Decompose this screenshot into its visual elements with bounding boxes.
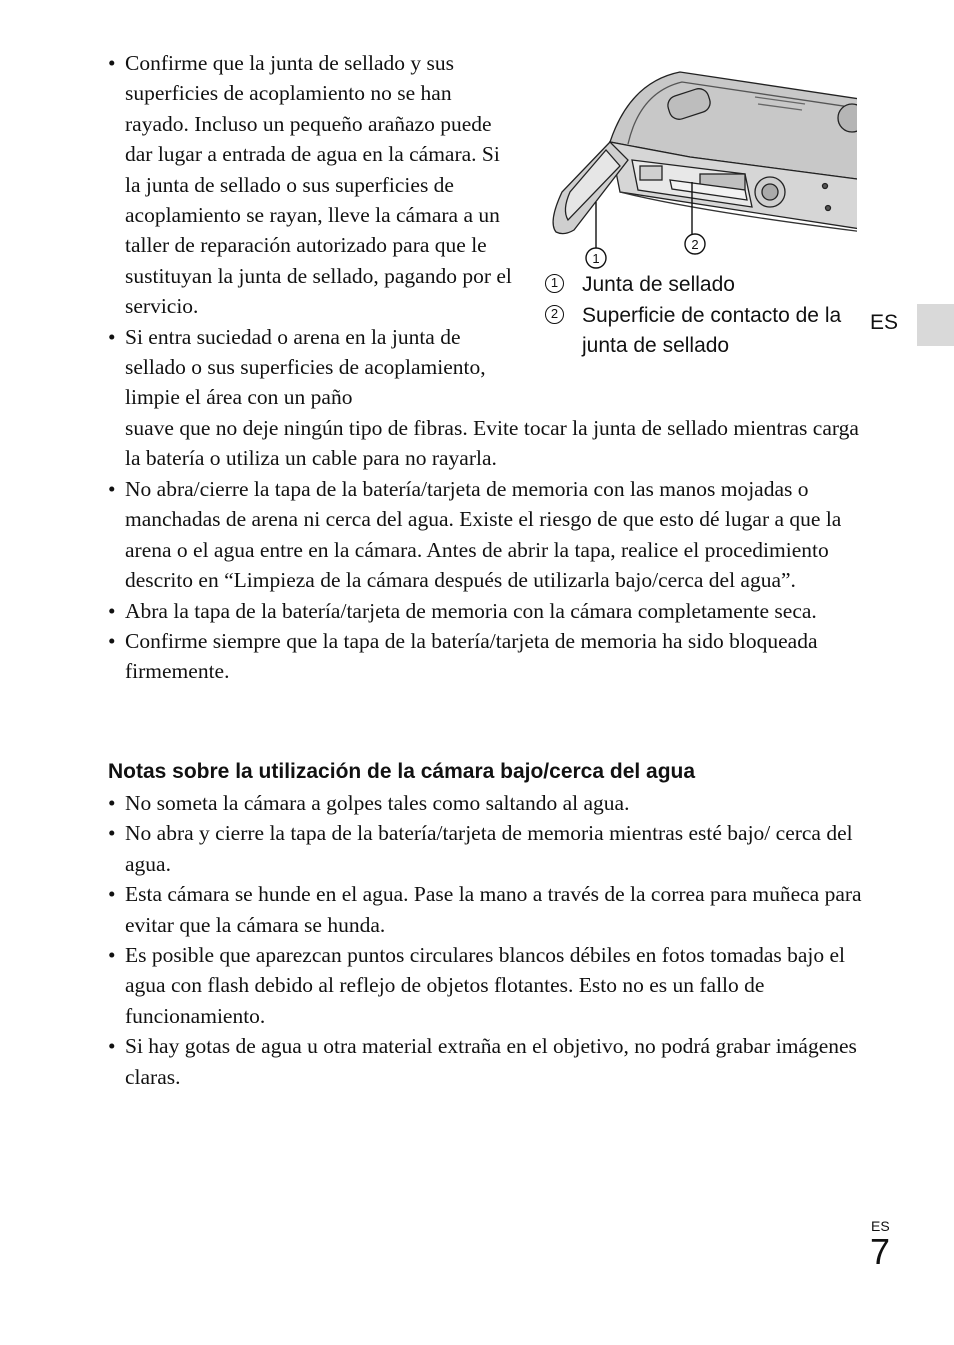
bullet-text: Si hay gotas de agua u otra material extraña en el objetivo, no podrá grabar imágenes claras. xyxy=(125,1034,857,1089)
section-heading-block xyxy=(108,757,868,787)
bullet-continuation: suave que no deje ningún tipo de fibras. Evite tocar la junta de sellado mientras carga la batería o utiliza un cable para no rayarla. xyxy=(125,416,859,471)
bullet-text: Es posible que aparezcan puntos circulares blancos débiles en fotos tomadas bajo el agua con flash debido al reflejo de objetos flotantes. Esto no es un fallo de funcionamiento. xyxy=(125,943,846,1028)
list-item: • Confirme siempre que la tapa de la batería/tarjeta de memoria ha sido bloqueada firmemente. xyxy=(108,629,818,684)
bullet-text: Confirme siempre que la tapa de la batería/tarjeta de memoria ha sido bloqueada firmemente. xyxy=(125,629,818,684)
bullet-text: No abra y cierre la tapa de la batería/tarjeta de memoria mientras esté bajo/ cerca del agua. xyxy=(125,821,853,876)
list-item: • No abra y cierre la tapa de la batería/tarjeta de memoria mientras esté bajo/ cerca del agua. xyxy=(108,821,853,876)
list-item: • Esta cámara se hunde en el agua. Pase la mano a través de la correa para muñeca para evitar que la cámara se hunda. xyxy=(108,882,862,937)
list-item: • No someta la cámara a golpes tales como saltando al agua. xyxy=(108,791,630,815)
list-item: • Confirme que la junta de sellado y sus superficies de acoplamiento no se han rayado. Incluso un pequeño arañazo puede dar lugar a entrada de agua en la cámara. Si la junta de sellado o sus superficies de acoplamiento se rayan, lleve la cámara a un taller de reparación autorizado para que le sustituyan la junta de sellado, pagando por el servicio. xyxy=(108,51,512,319)
list-item: • Si hay gotas de agua u otra material extraña en el objetivo, no podrá grabar imágenes claras. xyxy=(108,1034,857,1089)
section-bullets xyxy=(108,788,868,1092)
bullet-text: No someta la cámara a golpes tales como saltando al agua. xyxy=(125,791,630,815)
bullet-text: Confirme que la junta de sellado y sus superficies de acoplamiento no se han rayado. Incluso un pequeño arañazo puede dar lugar a entrada de agua en la cámara. Si la junta de sellado o sus superficies de acoplamiento se rayan, lleve la cámara a un taller de reparación autorizado para que le sustituyan la junta de sellado, pagando por el servicio. xyxy=(125,51,512,319)
bullet-text: No abra/cierre la tapa de la batería/tarjeta de memoria con las manos mojadas o manchadas de arena ni cerca del agua. Existe el riesgo de que esto dé lugar a que la arena o el agua entre en la cámara. Antes de abrir la tapa, realice el procedimiento descrito en “Limpieza de la cámara después de utilizarla bajo/cerca del agua”. xyxy=(125,477,842,593)
list-item: • Si entra suciedad o arena en la junta de sellado o sus superficies de acoplamiento, limpie el área con un paño xyxy=(108,324,486,410)
camera-figure xyxy=(540,62,858,274)
top-bullets-narrow xyxy=(108,48,518,413)
caption-text-2: Superficie de contacto de la junta de sellado xyxy=(582,303,842,357)
footer-lang: ES xyxy=(871,1218,890,1234)
bullet-text: Si entra suciedad o arena en la junta de sellado o sus superficies de acoplamiento, limpie el área con un paño xyxy=(125,324,486,410)
caption-item-2 xyxy=(542,301,862,362)
bullet-text: Abra la tapa de la batería/tarjeta de memoria con la cámara completamente seca. xyxy=(125,598,817,623)
section-title: Notas sobre la utilización de la cámara bajo/cerca del agua xyxy=(108,760,696,783)
language-tab-label: ES xyxy=(870,311,899,334)
list-item: • Abra la tapa de la batería/tarjeta de memoria con la cámara completamente seca. xyxy=(108,598,817,623)
caption-number-1: 1 xyxy=(545,274,564,293)
page-number: 7 xyxy=(870,1231,891,1272)
figure-captions xyxy=(542,270,862,362)
bullet-text: Esta cámara se hunde en el agua. Pase la mano a través de la correa para muñeca para evitar que la cámara se hunda. xyxy=(125,882,862,937)
callout-1-label: 1 xyxy=(592,251,600,266)
list-item: • No abra/cierre la tapa de la batería/tarjeta de memoria con las manos mojadas o manchadas de arena ni cerca del agua. Existe el riesgo de que esto dé lugar a que la arena o el agua entre en la cámara. Antes de abrir la tapa, realice el procedimiento descrito en “Limpieza de la cámara después de utilizarla bajo/cerca del agua”. xyxy=(108,477,842,593)
language-side-tab xyxy=(917,304,954,346)
list-item: • Es posible que aparezcan puntos circulares blancos débiles en fotos tomadas bajo el agua con flash debido al reflejo de objetos flotantes. Esto no es un fallo de funcionamiento. xyxy=(108,943,846,1028)
callout-2-label: 2 xyxy=(691,237,699,252)
wide-bullets xyxy=(108,474,868,687)
caption-text-1: Junta de sellado xyxy=(582,273,735,296)
caption-item-1 xyxy=(542,270,862,301)
camera-illustration xyxy=(540,62,858,274)
caption-number-2: 2 xyxy=(545,305,564,324)
